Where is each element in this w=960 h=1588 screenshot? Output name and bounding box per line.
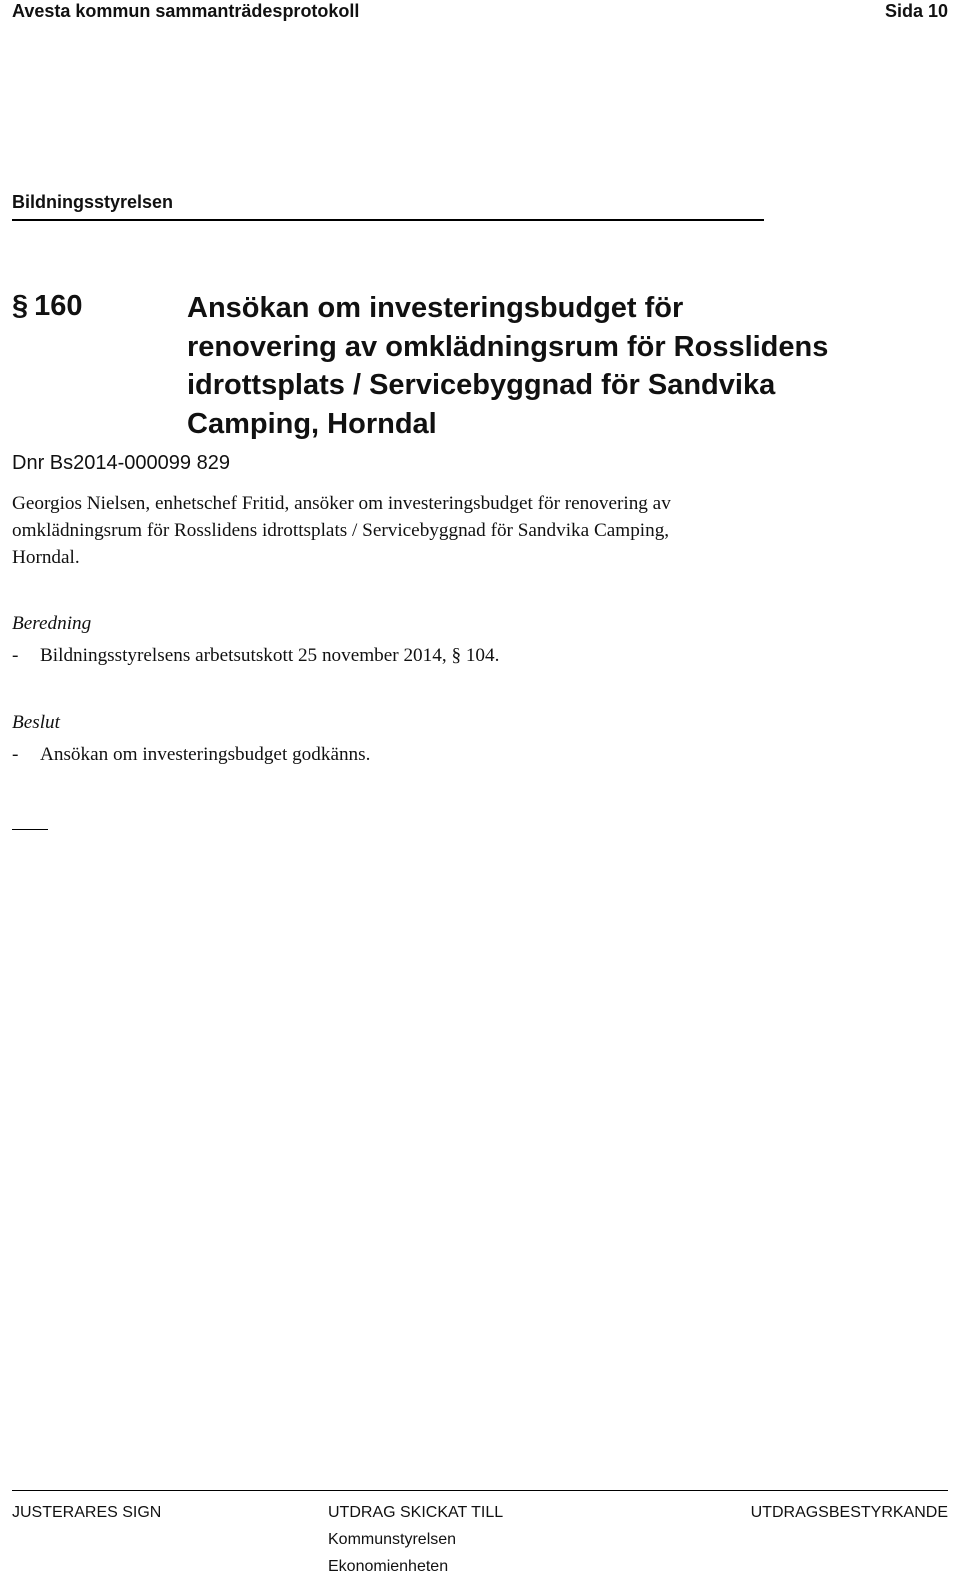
beslut-item <box>12 744 370 766</box>
footer-justerares-sign <box>12 1499 161 1526</box>
list-dash: - <box>12 645 19 666</box>
section-heading: Ansökan om investeringsbudget för renovering av omklädningsrum för Rosslidens idrottsplats / Servicebyggnad för Sandvika Camping, Horndal <box>187 292 829 440</box>
footer-utdragsbestyrkande <box>751 1499 948 1526</box>
section-number-value: 160 <box>34 290 83 322</box>
beredning-paragraph-number: 104. <box>465 645 500 666</box>
justerares-sign-label: JUSTERARES SIGN <box>12 1504 162 1521</box>
beslut-label: Beslut <box>12 712 60 733</box>
paragraph-sign: § <box>12 290 29 322</box>
beredning-label: Beredning <box>12 613 92 634</box>
paragraph-sign: § <box>451 645 462 666</box>
recipient-item: Ekonomienheten <box>328 1558 449 1575</box>
end-rule <box>12 829 48 830</box>
beslut-text: Ansökan om investeringsbudget godkänns. <box>40 744 371 765</box>
list-dash: - <box>12 744 19 765</box>
body-paragraph: Georgios Nielsen, enhetschef Fritid, ansöker om investeringsbudget för renovering av omklädningsrum för Rosslidens idrottsplats / Servicebyggnad för Sandvika Camping, Horndal. <box>12 493 671 568</box>
page-footer <box>12 1490 948 1587</box>
utdrag-skickat-label: UTDRAG SKICKAT TILL <box>328 1504 504 1521</box>
diary-number: Dnr Bs2014-000099 829 <box>12 452 230 474</box>
page-number: Sida 10 <box>884 1 948 21</box>
document-title: Avesta kommun sammanträdesprotokoll <box>12 1 360 21</box>
recipient-item: Kommunstyrelsen <box>328 1531 457 1548</box>
section-number <box>12 289 83 323</box>
committee-name: Bildningsstyrelsen <box>12 192 764 221</box>
beredning-item <box>12 645 499 667</box>
footer-utdrag-skickat <box>328 1499 503 1580</box>
page-header <box>12 0 948 22</box>
beredning-text: Bildningsstyrelsens arbetsutskott 25 november 2014, <box>40 645 447 666</box>
utdragsbestyrkande-label: UTDRAGSBESTYRKANDE <box>750 1504 948 1521</box>
